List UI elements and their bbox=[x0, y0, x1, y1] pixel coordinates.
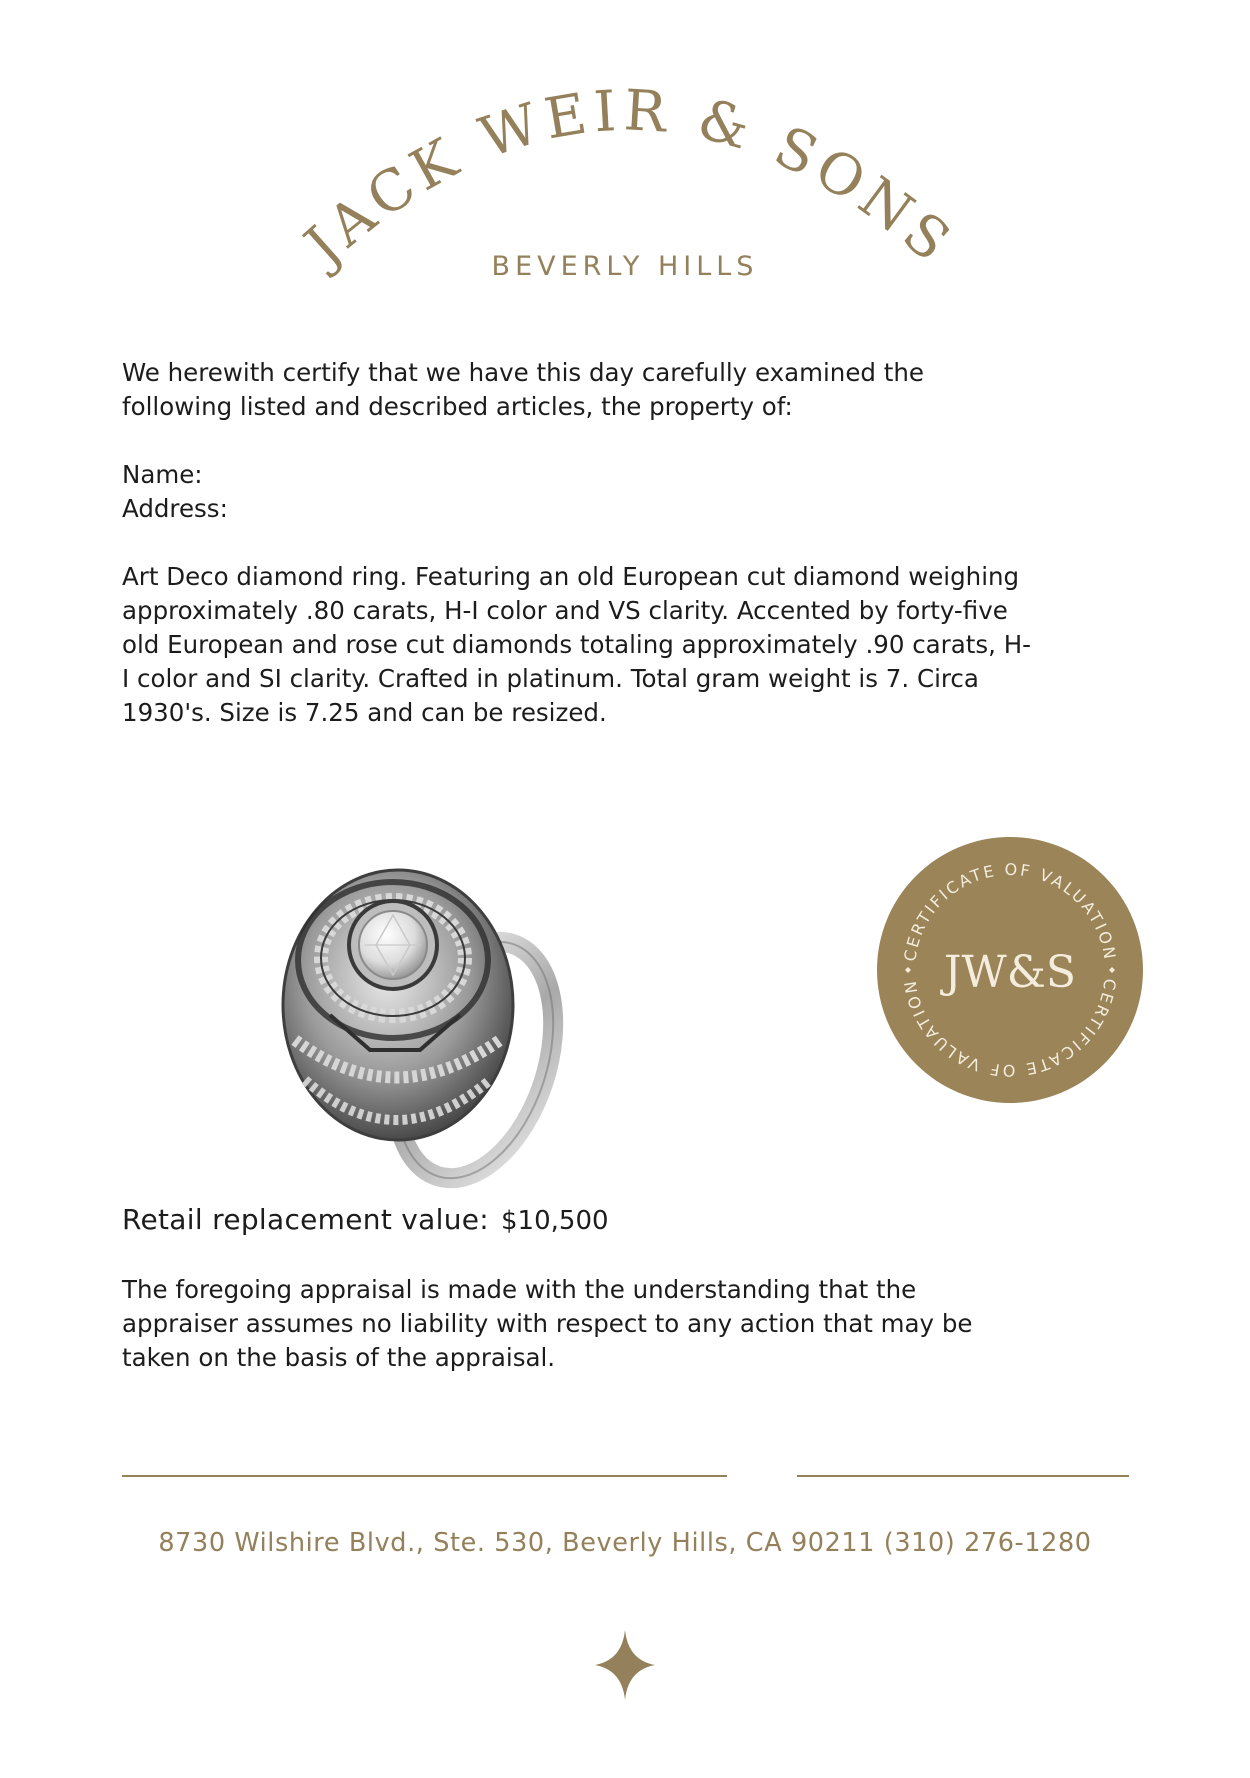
brand-name: JACK WEIR & SONS bbox=[293, 78, 967, 279]
certification-line: following listed and described articles, the property of: bbox=[122, 392, 793, 421]
date-line bbox=[797, 1475, 1129, 1477]
description-line: old European and rose cut diamonds totaling approximately .90 carats, H- bbox=[122, 630, 1031, 659]
valuation-label: Retail replacement value: bbox=[122, 1203, 490, 1236]
brand-location: BEVERLY HILLS bbox=[491, 251, 759, 282]
disclaimer-line: taken on the basis of the appraisal. bbox=[122, 1343, 556, 1372]
seal-ring-text-top: CERTIFICATE OF VALUATION bbox=[900, 859, 1120, 963]
certification-statement bbox=[122, 356, 1132, 424]
disclaimer-line: The foregoing appraisal is made with the understanding that the bbox=[122, 1275, 917, 1304]
description-line: approximately .80 carats, H-I color and VS clarity. Accented by forty-five bbox=[122, 596, 1008, 625]
valuation bbox=[122, 1203, 609, 1247]
description-line: Art Deco diamond ring. Featuring an old European cut diamond weighing bbox=[122, 562, 1020, 591]
name-label: Name: bbox=[122, 460, 203, 489]
seal-ring-text-bottom: CERTIFICATE OF VALUATION bbox=[900, 977, 1120, 1081]
disclaimer-line: appraiser assumes no liability with respect to any action that may be bbox=[122, 1309, 973, 1338]
item-description bbox=[122, 560, 1132, 730]
diamond-ring-photo bbox=[270, 865, 570, 1190]
four-point-star-icon bbox=[595, 1630, 655, 1700]
description-line: I color and SI clarity. Crafted in platinum. Total gram weight is 7. Circa bbox=[122, 664, 979, 693]
owner-fields bbox=[122, 458, 1132, 526]
description-line: 1930's. Size is 7.25 and can be resized. bbox=[122, 698, 607, 727]
seal-monogram: JW&S bbox=[943, 947, 1077, 998]
disclaimer bbox=[122, 1273, 1132, 1375]
address-label: Address: bbox=[122, 494, 228, 523]
brand-logo bbox=[0, 60, 1250, 300]
certification-line: We herewith certify that we have this day carefully examined the bbox=[122, 358, 924, 387]
valuation-amount: $10,500 bbox=[501, 1206, 609, 1236]
footer-address: 8730 Wilshire Blvd., Ste. 530, Beverly Hills, CA 90211 (310) 276-1280 bbox=[158, 1528, 1092, 1558]
certificate-seal bbox=[875, 835, 1145, 1105]
signature-line bbox=[122, 1475, 727, 1477]
